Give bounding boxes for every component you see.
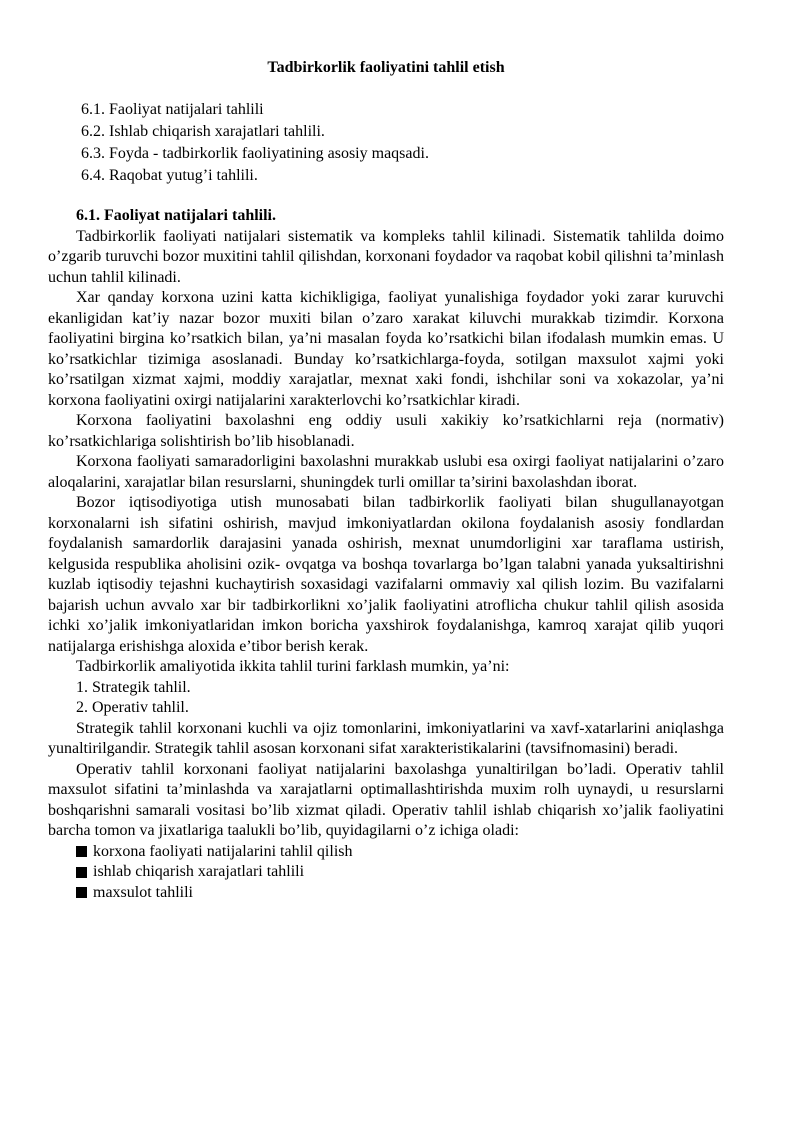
toc-item: 6.4. Raqobat yutug’i tahlili. [81,167,258,184]
bullet-item [76,862,724,883]
document-page [48,57,724,903]
toc-item: 6.2. Ishlab chiqarish xarajatlari tahlili. [81,123,325,140]
table-of-contents [81,99,724,187]
toc-item: 6.1. Faoliyat natijalari tahlili [81,101,264,118]
toc-item: 6.3. Foyda - tadbirkorlik faoliyatining asosiy maqsadi. [81,145,429,162]
analysis-type-item: 1. Strategik tahlil. [76,678,191,696]
bullet-text: korxona faoliyati natijalarini tahlil qilish [93,842,353,860]
black-square-icon [76,846,87,857]
analysis-type-item: 2. Operativ tahlil. [76,699,189,716]
paragraph: Xar qanday korxona uzini katta kichikligiga, faoliyat yunalishiga foydador yoki zarar kuruvchi ekanligidan kat’iy nazar bozor muxiti bilan o’zaro xarakat kiluvchi murakkab tizimdir. Korxona faoliyatini birgina ko’rsatkich bilan, ya’ni masalan foyda ko’rsatkichi bilan ifodalash mumkin emas. U ko’rsatkichlar tizimiga asoslanadi. Bunday ko’rsatkichlarga-foyda, sotilgan maxsulot xajmi yoki ko’rsatilgan xizmat xajmi, moddiy xarajatlar, mexnat xaki fondi, ishchilar soni va xokazolar, ya’ni korxona faoliyatini oxirgi natijalarini xarakterlovchi ko’rsatkichlar kiradi. [48,289,724,409]
bullet-item [76,842,724,863]
paragraph: Tadbirkorlik faoliyati natijalari sistematik va kompleks tahlil kilinadi. Sistematik tahlilda doimo o’zgarib turuvchi bozor muxitini tahlil qilishdan, korxonani foydador va raqobat kobil qilishni ta’minlash uchun tahlil kilinadi. [48,227,724,286]
paragraph: Korxona faoliyati samaradorligini baxolashni murakkab uslubi esa oxirgi faoliyat natijalarini o’zaro aloqalarini, xarajatlar bilan resurslarni, shuningdek turli omillar ta’sirini baxolashdan iborat. [48,453,724,491]
paragraph: Operativ tahlil korxonani faoliyat natijalarini baxolashga yunaltirilgan bo’ladi. Operativ tahlil maxsulot sifatini ta’minlashda va xarajatlarni optimallashtirishda muxim rolh uynaydi, u resurslarni boshqarishni samarali vositasi bo’lib xizmat qiladi. Operativ tahlil ishlab chiqarish xo’jalik faoliyatini barcha tomon va jixatlariga taalukli bo’lib, quyidagilarni o’z ichiga oladi: [48,760,724,839]
paragraph: Tadbirkorlik amaliyotida ikkita tahlil turini farklash mumkin, ya’ni: [76,658,510,675]
paragraph: Korxona faoliyatini baxolashni eng oddiy usuli xakikiy ko’rsatkichlarni reja (normativ) ko’rsatkichlariga solishtirish bo’lib hisoblanadi. [48,412,724,450]
section-heading: 6.1. Faoliyat natijalari tahlili. [76,207,276,224]
bullet-list [48,842,724,904]
paragraph: Strategik tahlil korxonani kuchli va ojiz tomonlarini, imkoniyatlarini va xavf-xatarlarini aniqlashga yunaltirilgandir. Strategik tahlil asosan korxonani sifat xarakteristikalarini (tavsifnomasini) beradi. [48,719,724,757]
bullet-text: ishlab chiqarish xarajatlari tahlili [93,863,305,880]
paragraph: Bozor iqtisodiyotiga utish munosabati bilan tadbirkorlik faoliyati bilan shugullanayotgan korxonalarni ish sifatini oshirish, mavjud imkoniyatlardan okilona foydalanish asosiy fondlardan foydalanish samardorlik darajasini yanada oshirish, mexnat unumdorligini xar taraflama ustirish, kelgusida respublika aholisini ozik- ovqatga va boshqa tovarlarga bo’lgan talabni yanada yuksaltirishni kuzlab iqtisodiy tejashni kuchaytirish soxasidagi vazifalarni ommaviy xal qilish lozim. Bu vazifalarni bajarish uchun avvalo xar bir tadbirkorlikni xo’jalik faoliyatini atroflicha chukur tahlil qilish asosida ichki xo’jalik imkoniyatlaridan imkon boricha yaxshirok foydalanishga, kamroq xarajat qilib yuqori natijalarga erishishga aloxida e’tibor berish kerak. [48,494,724,655]
page-title: Tadbirkorlik faoliyatini tahlil etish [267,59,505,76]
bullet-item [76,883,724,904]
black-square-icon [76,887,87,898]
bullet-text: maxsulot tahlili [93,883,193,901]
black-square-icon [76,867,87,878]
